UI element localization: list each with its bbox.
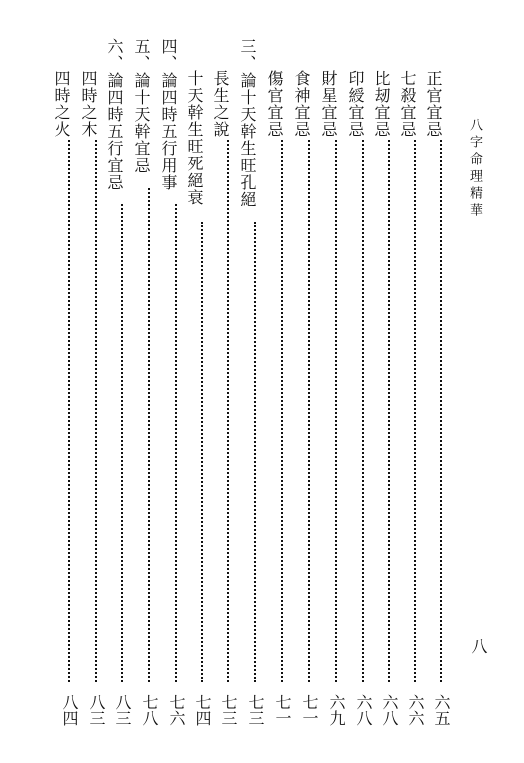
leader-dots: [68, 140, 70, 682]
toc-entry-page: 七一: [273, 694, 292, 726]
leader-dots: [440, 140, 442, 682]
leader-dots: [201, 222, 203, 682]
leader-dots: [121, 204, 123, 682]
toc-entry-page: 七八: [140, 694, 159, 726]
toc-entry-title: 四時之木: [79, 70, 98, 138]
toc-entry-page: 七三: [219, 694, 238, 726]
toc-entry-page: 八四: [60, 694, 79, 726]
leader-dots: [175, 204, 177, 682]
toc-entry-title: 正官宜忌: [424, 70, 443, 138]
toc-entry-page: 八三: [87, 694, 106, 726]
leader-dots: [148, 188, 150, 682]
book-title: 八字命理精華: [467, 118, 482, 220]
toc-entry-page: 七六: [167, 694, 186, 726]
leader-dots: [227, 140, 229, 682]
leader-dots: [414, 140, 416, 682]
toc-entry-title: 食神宜忌: [292, 70, 311, 138]
toc-entry-title: 十天幹生旺死絕衰: [185, 70, 204, 206]
toc-entry-page: 七一: [300, 694, 319, 726]
leader-dots: [388, 140, 390, 682]
leader-dots: [362, 140, 364, 682]
toc-entry-page: 六八: [380, 694, 399, 726]
leader-dots: [254, 222, 256, 682]
toc-entry-page: 六九: [327, 694, 346, 726]
toc-entry-title: 長生之說: [211, 70, 230, 138]
toc-entry-page: 六六: [406, 694, 425, 726]
toc-entry-title: 財星宜忌: [319, 70, 338, 138]
toc-entry-page: 六五: [432, 694, 451, 726]
page-number: 八: [469, 638, 488, 654]
toc-section-title: 三、論十天幹生旺孔絕: [238, 38, 257, 208]
leader-dots: [281, 140, 283, 682]
toc-entry-page: 七四: [193, 694, 212, 726]
leader-dots: [335, 140, 337, 682]
toc-section-title: 四、論四時五行用事: [159, 38, 178, 191]
leader-dots: [308, 140, 310, 682]
toc-section-title: 六、論四時五行宜忌: [105, 38, 124, 191]
toc-entry-page: 八三: [113, 694, 132, 726]
toc-entry-title: 比刼宜忌: [372, 70, 391, 138]
toc-entry-title: 印綬宜忌: [346, 70, 365, 138]
toc-section-title: 五、論十天幹宜忌: [132, 38, 151, 174]
leader-dots: [95, 140, 97, 682]
toc-entry-title: 傷官宜忌: [265, 70, 284, 138]
toc-entry-page: 六八: [354, 694, 373, 726]
toc-entry-title: 四時之火: [52, 70, 71, 138]
toc-entry-title: 七殺宜忌: [398, 70, 417, 138]
toc-entry-page: 七三: [246, 694, 265, 726]
